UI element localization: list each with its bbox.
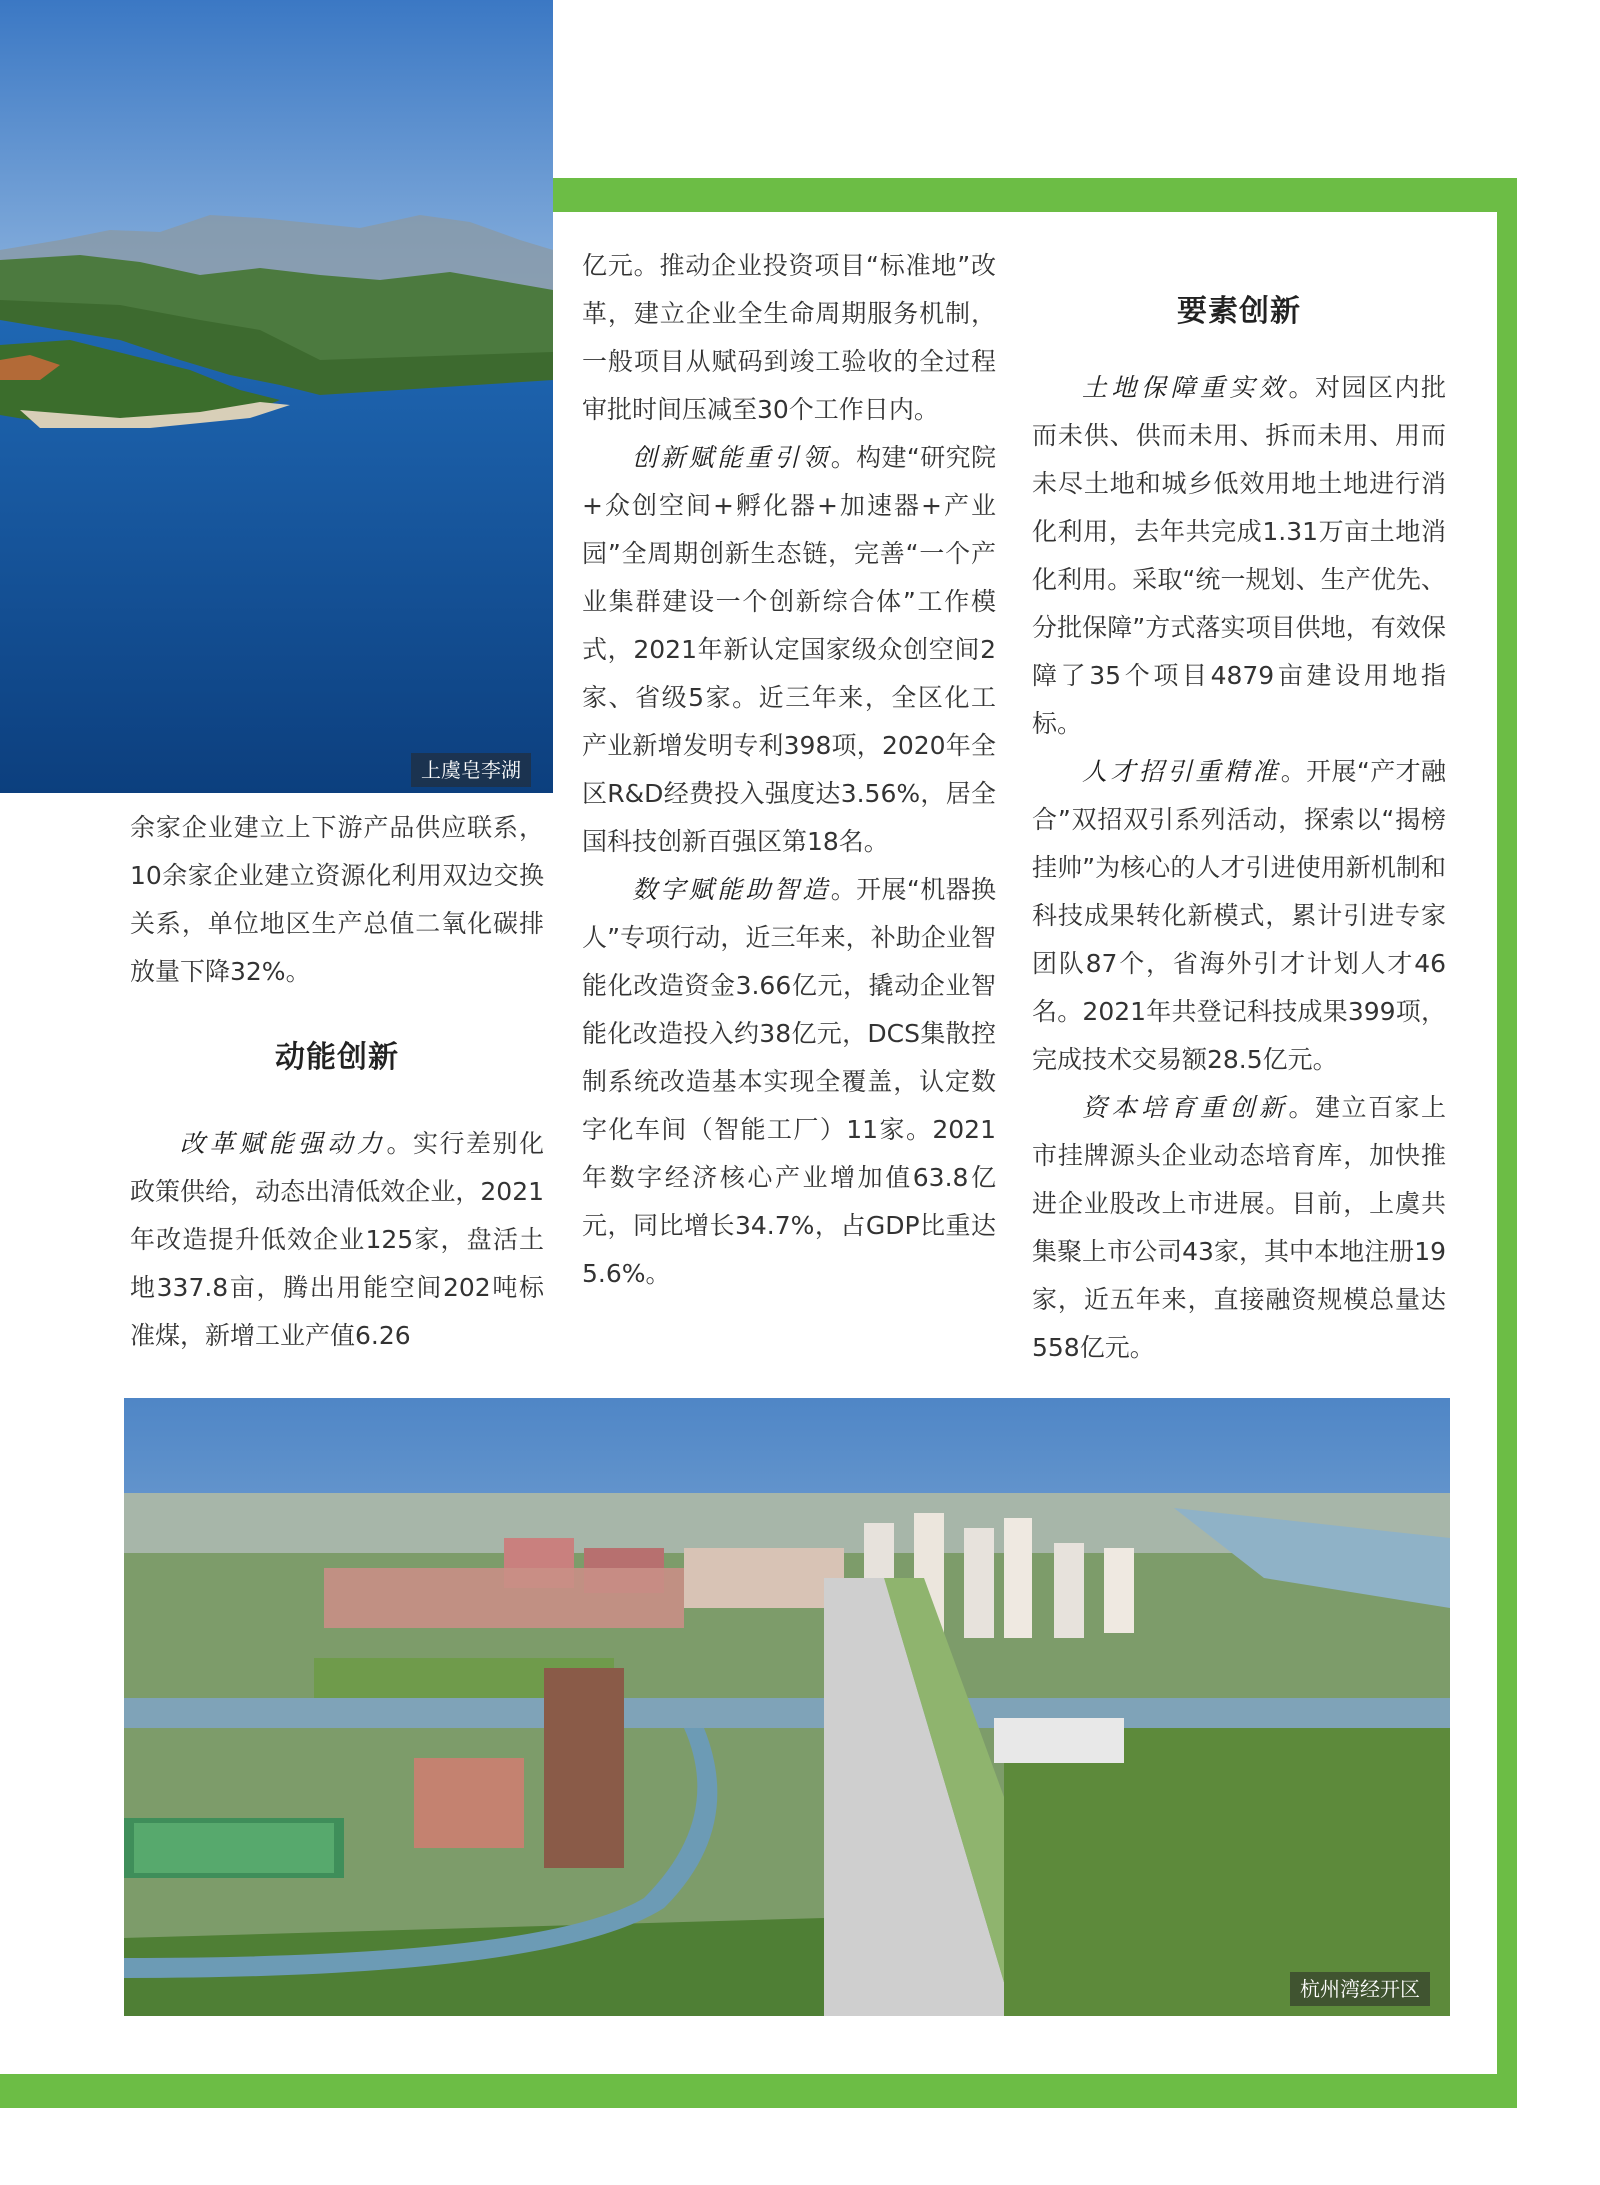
column-3: [1032, 288, 1446, 1372]
col3-paragraph-2: [1032, 748, 1446, 1084]
col2-paragraph-1-lead: 创新赋能重引领: [632, 443, 831, 472]
lake-photo: [0, 0, 553, 793]
section-heading-yaosu: 要素创新: [1177, 294, 1301, 329]
column-1: [130, 804, 544, 1360]
col3-paragraph-2-lead: 人才招引重精准: [1082, 757, 1281, 786]
col3-paragraph-3-lead: 资本培育重创新: [1082, 1093, 1289, 1122]
col1-paragraph-1: [130, 1120, 544, 1360]
col3-paragraph-3-body: 。建立百家上市挂牌源头企业动态培育库，加快推进企业股改上市进展。目前，上虞共集聚上市公司43家，其中本地注册19家，近五年来，直接融资规模总量达558亿元。: [1032, 1093, 1446, 1362]
column-2: [582, 242, 996, 1298]
col3-paragraph-2-body: 。开展“产才融合”双招双引系列活动，探索以“揭榜挂帅”为核心的人才引进使用新机制和科技成果转化新模式，累计引进专家团队87个，省海外引才计划人才46名。2021年共登记科技成果399项，完成技术交易额28.5亿元。: [1032, 757, 1446, 1074]
col2-paragraph-2-lead: 数字赋能助智造: [632, 875, 831, 904]
green-frame-right: [1497, 178, 1517, 2108]
col3-paragraph-1: [1032, 364, 1446, 748]
col2-paragraph-1: [582, 434, 996, 866]
col1-paragraph-1-lead: 改革赋能强动力: [180, 1129, 387, 1158]
col1-paragraph-1-body: 。实行差别化政策供给，动态出清低效企业，2021年改造提升低效企业125家，盘活土地337.8亩，腾出用能空间202吨标准煤，新增工业产值6.26: [130, 1129, 544, 1350]
col2-paragraph-0: 亿元。推动企业投资项目“标准地”改革，建立企业全生命周期服务机制，一般项目从赋码到竣工验收的全过程审批时间压减至30个工作日内。: [582, 251, 996, 424]
col3-paragraph-1-body: 。对园区内批而未供、供而未用、拆而未用、用而未尽土地和城乡低效用地土地进行消化利用，去年共完成1.31万亩土地消化利用。采取“统一规划、生产优先、分批保障”方式落实项目供地，有效保障了35个项目4879亩建设用地指标。: [1032, 373, 1446, 738]
industrial-zone-photo-caption: 杭州湾经开区: [1290, 1972, 1430, 2006]
col2-paragraph-1-body: 。构建“研究院+众创空间+孵化器+加速器+产业园”全周期创新生态链，完善“一个产业集群建设一个创新综合体”工作模式，2021年新认定国家级众创空间2家、省级5家。近三年来，全区化工产业新增发明专利398项，2020年全区R&D经费投入强度达3.56%，居全国科技创新百强区第18名。: [582, 443, 996, 856]
industrial-zone-photo: [124, 1398, 1450, 2016]
lake-photo-caption: 上虞皂李湖: [411, 753, 531, 787]
col1-paragraph-0: 余家企业建立上下游产品供应联系，10余家企业建立资源化利用双边交换关系，单位地区生产总值二氧化碳排放量下降32%。: [130, 813, 544, 986]
green-frame-bottom: [0, 2074, 1517, 2108]
col3-paragraph-1-lead: 土地保障重实效: [1082, 373, 1289, 402]
green-frame-top: [553, 178, 1517, 212]
section-heading-dongneng: 动能创新: [275, 1040, 399, 1075]
col3-paragraph-3: [1032, 1084, 1446, 1372]
col2-paragraph-2-body: 。开展“机器换人”专项行动，近三年来，补助企业智能化改造资金3.66亿元，撬动企业智能化改造投入约38亿元，DCS集散控制系统改造基本实现全覆盖，认定数字化车间（智能工厂）11家。2021年数字经济核心产业增加值63.8亿元，同比增长34.7%，占GDP比重达5.6%。: [582, 875, 996, 1288]
col2-paragraph-2: [582, 866, 996, 1298]
